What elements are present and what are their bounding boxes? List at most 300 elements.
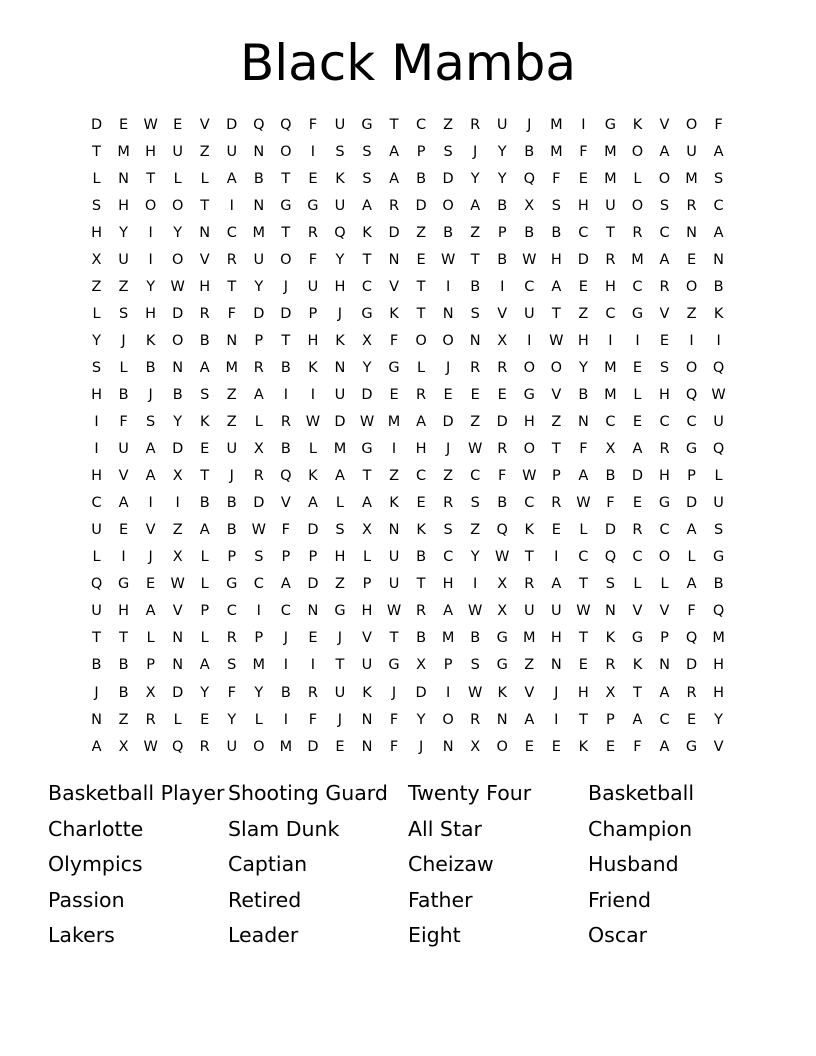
grid-letter: L (633, 386, 642, 403)
grid-letter: O (523, 359, 535, 376)
grid-letter: K (389, 495, 399, 512)
grid-letter: A (551, 278, 562, 295)
grid-letter: O (442, 197, 454, 214)
grid-letter: U (334, 116, 346, 133)
grid-letter: L (200, 170, 209, 187)
grid-letter: Y (119, 224, 128, 241)
grid-letter: J (283, 630, 288, 647)
grid-letter: H (91, 224, 102, 241)
grid-letter: Z (118, 711, 129, 728)
grid-letter: P (281, 549, 291, 566)
grid-letter: L (200, 576, 209, 593)
grid-letter: C (632, 549, 643, 566)
grid-letter: R (226, 630, 237, 647)
grid-letter: T (416, 278, 426, 295)
word-list-item: Basketball (588, 781, 695, 805)
grid-letter: M (604, 170, 617, 187)
grid-letter: Q (171, 738, 184, 755)
grid-letter: E (118, 116, 129, 133)
grid-letter: P (443, 657, 453, 674)
grid-letter: H (307, 332, 319, 349)
grid-letter: H (577, 684, 589, 701)
grid-letter: O (685, 116, 698, 133)
grid-letter: C (253, 576, 264, 593)
grid-letter: R (253, 468, 264, 485)
grid-letter: E (200, 711, 210, 728)
grid-letter: Q (712, 441, 725, 458)
grid-letter: D (172, 441, 184, 458)
grid-letter: X (253, 441, 264, 458)
grid-letter: J (283, 278, 288, 295)
grid-letter: S (443, 522, 453, 539)
grid-letter: N (172, 630, 184, 647)
grid-letter: F (714, 116, 723, 133)
grid-letter: T (362, 251, 372, 268)
grid-letter: A (145, 468, 156, 485)
grid-letter: R (470, 711, 481, 728)
grid-letter: I (445, 684, 451, 701)
grid-letter: B (524, 143, 535, 160)
grid-letter: J (391, 684, 397, 701)
grid-letter: E (443, 386, 453, 403)
grid-letter: S (713, 170, 724, 187)
grid-letter: Y (416, 711, 426, 728)
grid-letter: B (118, 386, 129, 403)
grid-letter: C (659, 522, 670, 539)
grid-letter: D (280, 305, 292, 322)
grid-letter: B (416, 170, 427, 187)
grid-letter: A (632, 441, 643, 458)
grid-letter: T (281, 224, 291, 241)
grid-letter: N (172, 359, 184, 376)
grid-letter: N (604, 603, 616, 620)
grid-letter: U (605, 197, 616, 214)
grid-letter: G (631, 305, 644, 322)
grid-letter: T (281, 332, 291, 349)
grid-letter: A (686, 522, 697, 539)
grid-letter: L (146, 630, 155, 647)
grid-letter: Y (227, 711, 237, 728)
grid-letter: B (497, 251, 508, 268)
grid-letter: D (172, 684, 184, 701)
grid-letter: L (173, 711, 182, 728)
grid-letter: O (523, 441, 535, 458)
grid-letter: D (442, 414, 454, 431)
grid-letter: N (713, 251, 725, 268)
grid-letter: V (199, 251, 210, 268)
grid-letter: N (442, 305, 454, 322)
grid-letter: D (685, 657, 698, 674)
grid-letter: B (280, 441, 291, 458)
grid-letter: J (121, 332, 126, 349)
grid-letter: W (522, 251, 537, 268)
grid-letter: M (252, 224, 266, 241)
grid-letter: S (118, 305, 129, 322)
grid-letter: K (145, 332, 156, 349)
grid-letter: F (119, 414, 128, 431)
grid-letter: Q (496, 522, 508, 539)
grid-letter: C (659, 711, 670, 728)
grid-letter: B (416, 549, 427, 566)
grid-letter: T (551, 441, 561, 458)
grid-letter: F (389, 738, 399, 755)
grid-letter: B (443, 224, 454, 241)
grid-letter: H (145, 305, 157, 322)
grid-letter: M (523, 630, 536, 647)
grid-letter: F (579, 441, 588, 458)
grid-letter: N (91, 711, 102, 728)
grid-letter: U (361, 657, 373, 674)
grid-letter: D (226, 116, 238, 133)
grid-letter: A (362, 495, 372, 512)
grid-letter: Q (253, 116, 265, 133)
grid-letter: W (549, 332, 564, 349)
grid-letter: A (659, 251, 670, 268)
grid-letter: H (659, 386, 670, 403)
grid-letter: S (227, 657, 237, 674)
grid-letter: G (117, 576, 130, 593)
grid-letter: R (470, 359, 481, 376)
grid-letter: O (685, 278, 698, 295)
word-list-item: Oscar (588, 923, 648, 947)
grid-letter: D (577, 251, 589, 268)
grid-letter: I (310, 657, 316, 674)
grid-letter: Y (173, 224, 183, 241)
grid-letter: U (713, 495, 724, 512)
grid-letter: Z (470, 414, 481, 431)
grid-letter: P (497, 224, 507, 241)
grid-letter: V (497, 305, 508, 322)
grid-letter: I (554, 549, 559, 566)
grid-letter: T (470, 251, 480, 268)
grid-letter: R (307, 684, 318, 701)
grid-letter: K (713, 305, 724, 322)
grid-letter: L (92, 549, 101, 566)
grid-letter: S (335, 143, 345, 160)
grid-letter: H (523, 414, 535, 431)
grid-letter: R (605, 657, 616, 674)
grid-letter: I (175, 495, 180, 512)
grid-letter: P (416, 143, 426, 160)
grid-letter: H (713, 684, 725, 701)
grid-letter: F (579, 143, 588, 160)
grid-letter: A (551, 576, 562, 593)
grid-letter: E (605, 738, 615, 755)
grid-letter: B (470, 278, 481, 295)
grid-letter: H (199, 278, 211, 295)
grid-letter: C (416, 116, 427, 133)
grid-letter: T (551, 305, 561, 322)
grid-letter: V (145, 522, 156, 539)
grid-letter: M (550, 143, 563, 160)
grid-letter: Z (226, 386, 237, 403)
grid-letter: R (389, 197, 400, 214)
grid-letter: N (442, 738, 454, 755)
grid-letter: L (335, 495, 344, 512)
grid-letter: A (632, 711, 643, 728)
grid-letter: G (631, 630, 644, 647)
grid-letter: A (524, 711, 535, 728)
grid-letter: L (254, 711, 263, 728)
grid-letter: X (145, 684, 156, 701)
grid-letter: R (497, 359, 508, 376)
grid-letter: C (686, 414, 697, 431)
grid-letter: E (416, 251, 426, 268)
grid-letter: A (389, 170, 399, 187)
grid-letter: D (685, 495, 698, 512)
grid-letter: T (578, 630, 588, 647)
word-list-item: Champion (588, 816, 693, 841)
grid-letter: W (440, 251, 456, 268)
grid-letter: D (388, 224, 400, 241)
grid-letter: H (713, 657, 725, 674)
grid-letter: P (254, 630, 264, 647)
grid-letter: C (226, 603, 237, 620)
grid-letter: Q (523, 170, 535, 187)
grid-letter: G (685, 441, 698, 458)
grid-letter: B (91, 657, 102, 674)
grid-letter: J (418, 738, 424, 755)
word-list-item: Leader (228, 923, 299, 947)
grid-letter: A (686, 576, 697, 593)
grid-letter: R (551, 495, 562, 512)
grid-letter: C (713, 197, 724, 214)
grid-letter: L (660, 576, 669, 593)
grid-letter: S (470, 495, 480, 512)
grid-letter: I (283, 386, 288, 403)
grid-letter: Y (92, 332, 101, 349)
grid-letter: I (283, 711, 288, 728)
grid-letter: K (308, 468, 318, 485)
grid-letter: C (280, 603, 291, 620)
grid-letter: B (253, 170, 264, 187)
grid-letter: R (199, 305, 210, 322)
word-list-item: Charlotte (48, 816, 144, 841)
grid-letter: S (605, 576, 616, 593)
grid-letter: I (94, 441, 99, 458)
grid-letter: T (389, 630, 399, 647)
grid-letter: O (442, 711, 454, 728)
grid-letter: A (118, 495, 129, 512)
grid-letter: K (335, 332, 345, 349)
grid-letter: X (91, 251, 102, 268)
grid-letter: B (524, 224, 535, 241)
grid-letter: D (253, 305, 265, 322)
grid-letter: R (686, 197, 697, 214)
grid-letter: M (712, 630, 725, 647)
grid-letter: B (713, 576, 724, 593)
grid-letter: P (660, 630, 669, 647)
grid-letter: D (604, 522, 616, 539)
grid-letter: E (118, 522, 129, 539)
grid-letter: K (389, 305, 399, 322)
grid-letter: X (497, 576, 508, 593)
grid-letter: G (523, 386, 535, 403)
grid-letter: I (148, 224, 153, 241)
grid-letter: U (334, 197, 346, 214)
grid-letter: B (226, 522, 237, 539)
grid-letter: V (659, 603, 670, 620)
grid-letter: Z (524, 657, 535, 674)
grid-letter: T (578, 576, 588, 593)
grid-letter: Y (173, 414, 183, 431)
grid-letter: M (550, 116, 563, 133)
grid-letter: I (500, 278, 505, 295)
grid-letter: U (226, 143, 238, 160)
grid-letter: L (173, 170, 182, 187)
grid-letter: E (308, 630, 318, 647)
grid-letter: W (711, 386, 726, 403)
grid-letter: Y (578, 359, 588, 376)
grid-letter: X (524, 197, 535, 214)
grid-letter: X (172, 549, 183, 566)
grid-letter: V (362, 630, 372, 647)
grid-letter: I (94, 414, 99, 431)
grid-letter: I (581, 116, 586, 133)
grid-letter: E (578, 657, 588, 674)
grid-letter: Q (280, 116, 292, 133)
grid-letter: N (388, 251, 400, 268)
grid-letter: L (200, 549, 209, 566)
grid-letter: E (335, 738, 345, 755)
grid-letter: F (498, 468, 507, 485)
grid-letter: N (388, 522, 400, 539)
grid-letter: G (361, 305, 373, 322)
grid-letter: A (362, 197, 372, 214)
word-list-item: All Star (408, 816, 482, 841)
grid-letter: Y (470, 549, 480, 566)
grid-letter: S (470, 657, 480, 674)
grid-letter: U (172, 143, 183, 160)
grid-letter: Z (551, 414, 562, 431)
grid-letter: U (496, 116, 508, 133)
grid-letter: T (416, 576, 426, 593)
grid-letter: B (199, 332, 210, 349)
grid-letter: A (713, 143, 724, 160)
grid-letter: A (470, 197, 481, 214)
grid-letter: O (631, 143, 644, 160)
grid-letter: H (659, 468, 670, 485)
grid-letter: X (172, 468, 183, 485)
word-list-item: Eight (408, 923, 461, 947)
grid-letter: P (227, 549, 237, 566)
grid-letter: P (551, 468, 561, 485)
grid-letter: U (388, 576, 400, 593)
grid-letter: V (172, 603, 183, 620)
grid-letter: V (659, 116, 670, 133)
grid-letter: F (227, 684, 236, 701)
word-list-item: Slam Dunk (228, 816, 340, 841)
grid-letter: H (118, 197, 130, 214)
grid-letter: Z (470, 224, 481, 241)
grid-letter: W (305, 414, 321, 431)
grid-letter: Y (254, 684, 264, 701)
grid-letter: T (335, 657, 345, 674)
grid-letter: G (361, 116, 373, 133)
grid-letter: I (716, 332, 721, 349)
grid-letter: X (416, 657, 427, 674)
grid-letter: G (604, 116, 617, 133)
grid-letter: S (146, 414, 156, 431)
grid-letter: T (362, 468, 372, 485)
grid-letter: A (713, 224, 724, 241)
grid-letter: H (361, 603, 373, 620)
grid-letter: I (310, 386, 316, 403)
grid-letter: F (389, 332, 399, 349)
grid-letter: T (92, 630, 101, 647)
grid-letter: R (253, 359, 264, 376)
grid-letter: V (389, 278, 399, 295)
grid-letter: B (713, 278, 724, 295)
grid-letter: C (91, 495, 102, 512)
grid-letter: T (227, 278, 237, 295)
grid-letter: C (605, 305, 616, 322)
grid-letter: G (496, 630, 508, 647)
grid-letter: B (416, 630, 427, 647)
grid-letter: R (145, 711, 156, 728)
grid-letter: F (227, 305, 236, 322)
grid-letter: R (632, 224, 643, 241)
grid-letter: Q (712, 359, 725, 376)
grid-letter: H (334, 549, 346, 566)
grid-letter: L (92, 305, 101, 322)
grid-letter: Z (226, 414, 237, 431)
grid-letter: J (445, 359, 451, 376)
grid-letter: H (577, 332, 589, 349)
grid-letter: R (443, 495, 454, 512)
grid-letter: U (118, 251, 129, 268)
grid-letter: A (307, 495, 318, 512)
grid-letter: L (633, 576, 642, 593)
grid-letter: R (226, 251, 237, 268)
grid-letter: M (631, 251, 644, 268)
grid-letter: G (361, 441, 373, 458)
grid-letter: B (551, 224, 562, 241)
grid-letter: B (118, 684, 129, 701)
grid-letter: O (280, 143, 292, 160)
grid-letter: E (686, 251, 697, 268)
grid-letter: S (362, 170, 372, 187)
grid-letter: M (604, 386, 617, 403)
grid-letter: V (713, 738, 724, 755)
word-list-item: Basketball Player (48, 781, 225, 805)
grid-letter: V (659, 305, 670, 322)
grid-letter: G (307, 197, 319, 214)
grid-letter: R (524, 576, 535, 593)
grid-letter: Y (254, 278, 264, 295)
grid-letter: X (605, 684, 616, 701)
grid-letter: O (631, 197, 644, 214)
grid-letter: G (226, 576, 238, 593)
grid-letter: I (121, 549, 126, 566)
grid-letter: A (145, 603, 156, 620)
grid-letter: N (361, 738, 373, 755)
grid-letter: X (118, 738, 129, 755)
grid-letter: E (308, 170, 318, 187)
letter-grid (83, 111, 733, 761)
grid-letter: F (308, 711, 318, 728)
grid-letter: A (416, 414, 427, 431)
grid-letter: U (686, 143, 697, 160)
grid-letter: P (254, 332, 264, 349)
grid-letter: U (388, 549, 400, 566)
grid-letter: C (524, 495, 535, 512)
grid-letter: W (522, 468, 537, 485)
grid-letter: J (337, 711, 343, 728)
grid-letter: O (171, 332, 184, 349)
grid-letter: C (659, 224, 670, 241)
grid-letter: R (307, 224, 318, 241)
